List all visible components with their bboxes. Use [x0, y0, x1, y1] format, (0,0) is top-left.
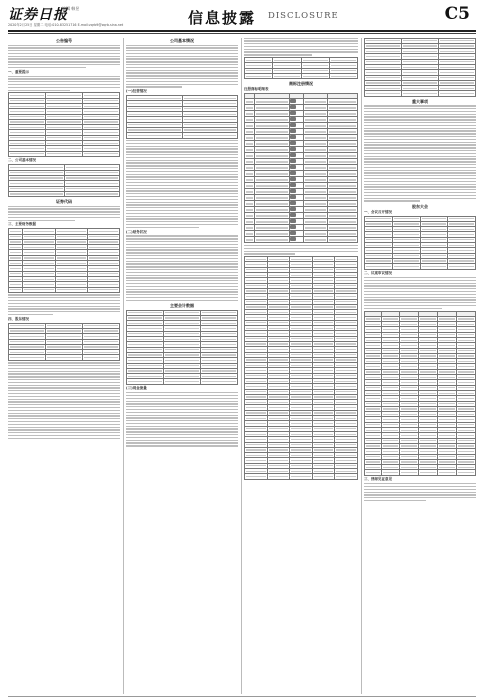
body-text-block	[8, 362, 120, 439]
body-text-block	[364, 277, 476, 309]
operations-table	[126, 95, 238, 138]
editor-line: 编辑 韩昱	[62, 6, 80, 11]
body-text-block	[244, 38, 358, 56]
page-number: C5	[444, 4, 470, 24]
header-rule-thin	[8, 33, 476, 34]
column-4	[364, 36, 476, 696]
body-text-block	[244, 245, 358, 255]
body-text-block	[8, 294, 120, 315]
article-heading: 证券代码	[56, 199, 72, 205]
section-title: 信息披露	[188, 9, 257, 27]
section-subheading: 三、律师见证意见	[364, 477, 392, 482]
body-text-block	[364, 105, 476, 201]
voting-table	[364, 311, 476, 476]
accounting-table	[126, 310, 238, 385]
footer-rule	[8, 696, 476, 697]
body-text-block	[126, 140, 238, 228]
article-heading: 重大事项	[412, 98, 428, 104]
column-divider	[241, 38, 242, 694]
meeting-table	[364, 216, 476, 270]
section-title-en: DISCLOSURE	[268, 11, 339, 21]
column-divider	[361, 38, 362, 694]
body-text-block	[8, 206, 120, 221]
section-subheading: 注册商标明细表	[244, 87, 269, 92]
matters-table	[364, 38, 476, 97]
body-text-block	[126, 235, 238, 301]
column-1	[8, 36, 120, 696]
issue-info: 2020年2月25日 星期二 电话:010-83251716 E-mail:zqrb9@zqrb.sina.net	[8, 23, 124, 27]
section-subheading: 一、重要提示	[8, 69, 29, 74]
body-text-block	[126, 45, 238, 88]
article-heading: 主要会计数据	[170, 303, 194, 309]
column-3	[244, 36, 358, 696]
section-subheading: (三)现金流量	[126, 386, 147, 391]
body-text-block	[8, 76, 120, 91]
section-subheading: 四、股东情况	[8, 316, 29, 321]
article-heading: 公告编号	[56, 38, 72, 43]
detail-table	[244, 256, 358, 479]
body-text-block	[8, 45, 120, 69]
section-subheading: 二、公司基本情况	[8, 158, 36, 163]
trademark-table	[244, 93, 358, 243]
masthead-logo	[8, 4, 68, 24]
article-heading: 股东大会	[412, 203, 428, 209]
info-table	[8, 164, 120, 197]
column-2	[126, 36, 238, 696]
info-table	[8, 92, 120, 157]
column-divider	[123, 38, 124, 694]
article-heading: 商标注册情况	[289, 81, 313, 87]
section-subheading: (二)财务状况	[126, 229, 147, 234]
shareholder-table	[8, 323, 120, 361]
section-subheading: 三、主要财务数据	[8, 222, 36, 227]
financial-table	[8, 228, 120, 293]
section-subheading: (一)经营情况	[126, 89, 147, 94]
section-subheading: 二、议案审议情况	[364, 271, 392, 276]
article-heading: 公司基本情况	[170, 38, 194, 43]
body-text-block	[364, 483, 476, 501]
header-rule-thick	[8, 30, 476, 32]
masthead-text: 证券日报	[8, 7, 68, 23]
body-text-block	[126, 392, 238, 446]
section-subheading: 一、会议召开情况	[364, 209, 392, 214]
summary-table	[244, 57, 358, 79]
